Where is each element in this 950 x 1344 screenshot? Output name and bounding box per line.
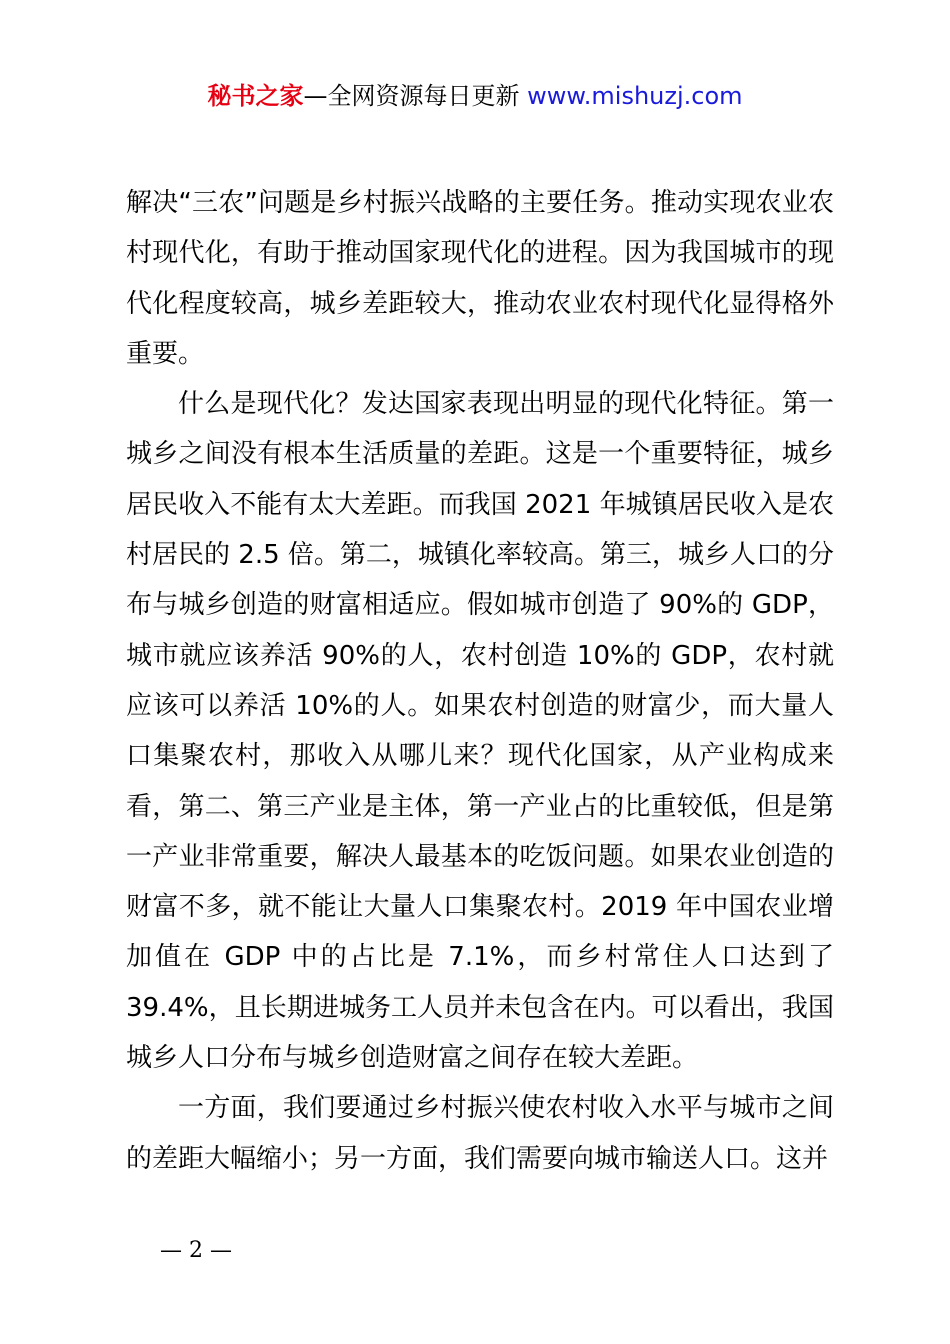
document-body xyxy=(126,178,834,1184)
paragraph-2: 什么是现代化？发达国家表现出明显的现代化特征。第一城乡之间没有根本生活质量的差距。这是一个重要特征，城乡居民收入不能有太大差距。而我国 2021 年城镇居民收入是农村居民的 2.5 倍。第二，城镇化率较高。第三，城乡人口的分布与城乡创造的财富相适应。假如城市创造了 90%的 GDP，城市就应该养活 90%的人，农村创造 10%的 GDP，农村就应该可以养活 10%的人。如果农村创造的财富少，而大量人口集聚农村，那收入从哪儿来？现代化国家，从产业构成来看，第二、第三产业是主体，第一产业占的比重较低，但是第一产业非常重要，解决人最基本的吃饭问题。如果农业创造的财富不多，就不能让大量人口集聚农村。2019 年中国农业增加值在 GDP 中的占比是 7.1%，而乡村常住人口达到了 39.4%，且长期进城务工人员并未包含在内。可以看出，我国城乡人口分布与城乡创造财富之间存在较大差距。 xyxy=(126,389,834,1074)
paragraph-1: 解决“三农”问题是乡村振兴战略的主要任务。推动实现农业农村现代化，有助于推动国家现代化的进程。因为我国城市的现代化程度较高，城乡差距较大，推动农业农村现代化显得格外重要。 xyxy=(126,188,834,369)
site-header xyxy=(0,78,950,114)
header-slogan: —全网资源每日更新 xyxy=(303,82,528,110)
site-url-link[interactable]: www.mishuzj.com xyxy=(527,82,743,110)
brand-name: 秘书之家 xyxy=(207,82,304,110)
page-number: — 2 — xyxy=(160,1238,232,1263)
paragraph-3: 一方面，我们要通过乡村振兴使农村收入水平与城市之间的差距大幅缩小；另一方面，我们需要向城市输送人口。这并 xyxy=(126,1093,834,1174)
